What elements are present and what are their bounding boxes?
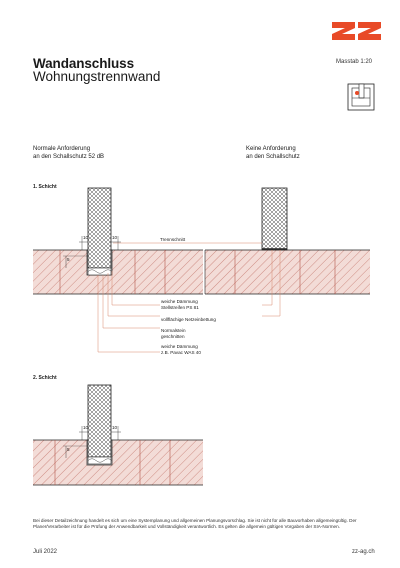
label-normalstein-line2: geschnitten <box>161 334 185 339</box>
zz-logo <box>332 22 381 40</box>
column-heading-right-line2: an den Schallschutz <box>246 154 300 160</box>
page-subtitle: Wohnungstrennwand <box>33 69 161 84</box>
layer-label-first: 1. Schicht <box>33 184 57 190</box>
dimension-10-right-l2: 10 <box>112 425 118 430</box>
dimension-10-right: 10 <box>112 235 118 240</box>
label-normalstein <box>161 328 186 340</box>
dimension-10-left-l2: 10 <box>83 425 89 430</box>
label-daemmung-stellstreifen-line2: Stellstreifen PS 81 <box>161 305 199 310</box>
label-daemmung-stellstreifen <box>161 299 199 311</box>
label-daemmung-pavac <box>161 344 201 356</box>
detail-layer1-right <box>205 188 370 294</box>
label-netzeinbettung: vollflächige Netzeinbettung <box>161 317 216 322</box>
column-heading-right-line1: Keine Anforderung <box>246 146 296 152</box>
footer-website-link[interactable]: zz-ag.ch <box>352 549 375 555</box>
wall-junction-icon <box>348 84 374 110</box>
disclaimer-text: Bei dieser Detailzeichnung handelt es sich um eine Systemplanung und allgemeinen Planungsvorschlag. Sie ist nicht für alle Bauvorhaben allgemeingültig. Der Planer/Verarbeiter ist für die Prüfung der Anwendbarkeit und Vollständigkeit verantwortlich. Es gelten die allgemein gültigen Vorgaben der SIA-Normen. <box>33 518 357 530</box>
dimension-5: 5 <box>67 257 70 262</box>
label-daemmung-stellstreifen-line1: weiche Dämmung <box>161 299 198 304</box>
dimension-10-left: 10 <box>83 235 89 240</box>
layer-label-second: 2. Schicht <box>33 375 57 381</box>
footer-date: Juli 2022 <box>33 549 58 555</box>
label-normalstein-line1: Normalstein <box>161 328 186 333</box>
column-heading-left-line1: Normale Anforderung <box>33 146 91 152</box>
column-heading-right <box>246 145 300 161</box>
scale-label: Masstab 1:20 <box>336 59 373 65</box>
label-trennschnitt: Trennschnitt <box>160 237 186 242</box>
label-daemmung-pavac-line1: weiche Dämmung <box>161 344 198 349</box>
dimension-5-l2: 5 <box>67 447 70 452</box>
detail-layer2 <box>33 385 203 485</box>
column-heading-left <box>33 145 104 161</box>
label-daemmung-pavac-line2: z.B. Pavac WAS 40 <box>161 350 201 355</box>
column-heading-left-line2: an den Schallschutz 52 dB <box>33 154 105 160</box>
page-title: Wandanschluss <box>33 56 134 71</box>
